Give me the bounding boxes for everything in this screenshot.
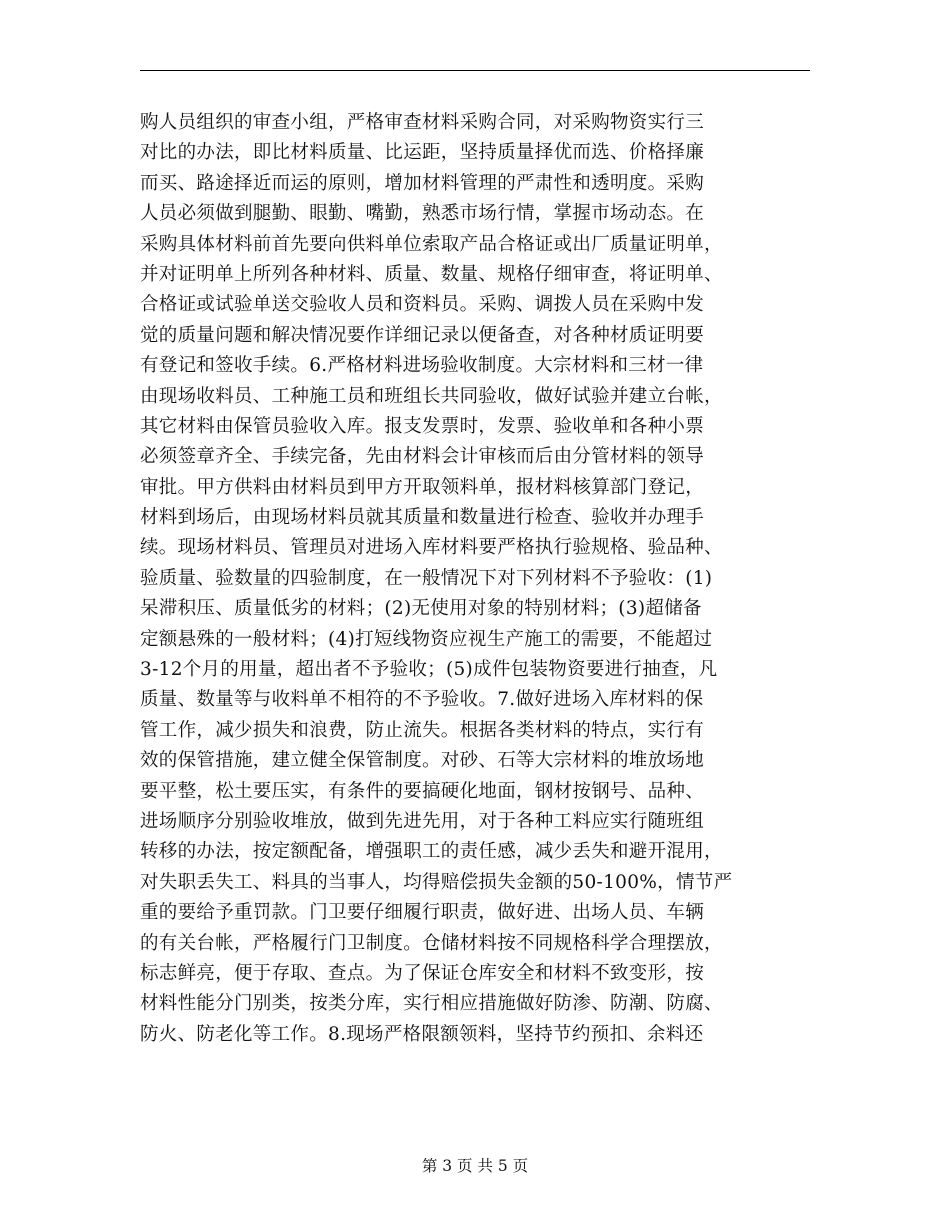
text-line: 续。现场材料员、管理员对进场入库材料要严格执行验规格、验品种、: [140, 537, 723, 559]
text-line: 觉的质量问题和解决情况要作详细记录以便备查，对各种材质证明要: [140, 324, 705, 346]
header-rule: [140, 70, 810, 71]
text-line: 材料到场后，由现场材料员就其质量和数量进行检查、验收并办理手: [140, 507, 705, 529]
text-line: 并对证明单上所列各种材料、质量、数量、规格仔细审查，将证明单、: [140, 263, 723, 285]
text-line: 对比的办法，即比材料质量、比运距，坚持质量择优而选、价格择廉: [140, 142, 705, 164]
text-line: 防火、防老化等工作。8.现场严格限额领料，坚持节约预扣、余料还: [140, 1023, 704, 1045]
text-line: 材料性能分门别类，按类分库，实行相应措施做好防渗、防潮、防腐、: [140, 993, 723, 1015]
text-line: 验质量、验数量的四验制度，在一般情况下对下列材料不予验收：(1): [140, 567, 713, 589]
text-line: 合格证或试验单送交验收人员和资料员。采购、调拨人员在采购中发: [140, 294, 705, 316]
text-line: 由现场收料员、工种施工员和班组长共同验收，做好试验并建立台帐，: [140, 385, 723, 407]
text-line: 重的要给予重罚款。门卫要仔细履行职责，做好进、出场人员、车辆: [140, 902, 705, 924]
text-line: 效的保管措施，建立健全保管制度。对砂、石等大宗材料的堆放场地: [140, 750, 705, 772]
text-line: 审批。甲方供料由材料员到甲方开取领料单，报材料核算部门登记，: [140, 476, 705, 498]
body-text: [140, 108, 820, 1050]
text-line: 管工作，减少损失和浪费，防止流失。根据各类材料的特点，实行有: [140, 719, 705, 741]
text-line: 3-12个月的用量，超出者不予验收；(5)成件包装物资要进行抽查，凡: [140, 659, 718, 681]
text-line: 定额悬殊的一般材料；(4)打短线物资应视生产施工的需要，不能超过: [140, 628, 713, 650]
text-line: 采购具体材料前首先要向供料单位索取产品合格证或出厂质量证明单，: [140, 233, 723, 255]
text-line: 其它材料由保管员验收入库。报支发票时，发票、验收单和各种小票: [140, 415, 705, 437]
text-line: 转移的办法，按定额配备，增强职工的责任感，减少丢失和避开混用，: [140, 841, 723, 863]
page-number-footer: 第 3 页 共 5 页: [421, 1157, 529, 1175]
text-line: 进场顺序分别验收堆放，做到先进先用，对于各种工料应实行随班组: [140, 810, 705, 832]
text-line: 对失职丢失工、料具的当事人，均得赔偿损失金额的50-100%，情节严: [140, 871, 733, 893]
text-line: 质量、数量等与收料单不相符的不予验收。7.做好进场入库材料的保: [140, 689, 704, 711]
text-line: 人员必须做到腿勤、眼勤、嘴勤，熟悉市场行情，掌握市场动态。在: [140, 203, 705, 225]
text-line: 标志鲜亮，便于存取、查点。为了保证仓库安全和材料不致变形，按: [140, 962, 705, 984]
text-line: 的有关台帐，严格履行门卫制度。仓储材料按不同规格科学合理摆放，: [140, 932, 723, 954]
text-line: 要平整，松土要压实，有条件的要搞硬化地面，钢材按钢号、品种、: [140, 780, 705, 802]
text-line: 有登记和签收手续。6.严格材料进场验收制度。大宗材料和三材一律: [140, 355, 704, 377]
text-line: 呆滞积压、质量低劣的材料；(2)无使用对象的特别材料；(3)超储备: [140, 598, 702, 620]
text-line: 购人员组织的审查小组，严格审查材料采购合同，对采购物资实行三: [140, 112, 705, 133]
text-line: 而买、路途择近而运的原则，增加材料管理的严肃性和透明度。采购: [140, 172, 705, 194]
text-line: 必须签章齐全、手续完备，先由材料会计审核而后由分管材料的领导: [140, 446, 705, 468]
